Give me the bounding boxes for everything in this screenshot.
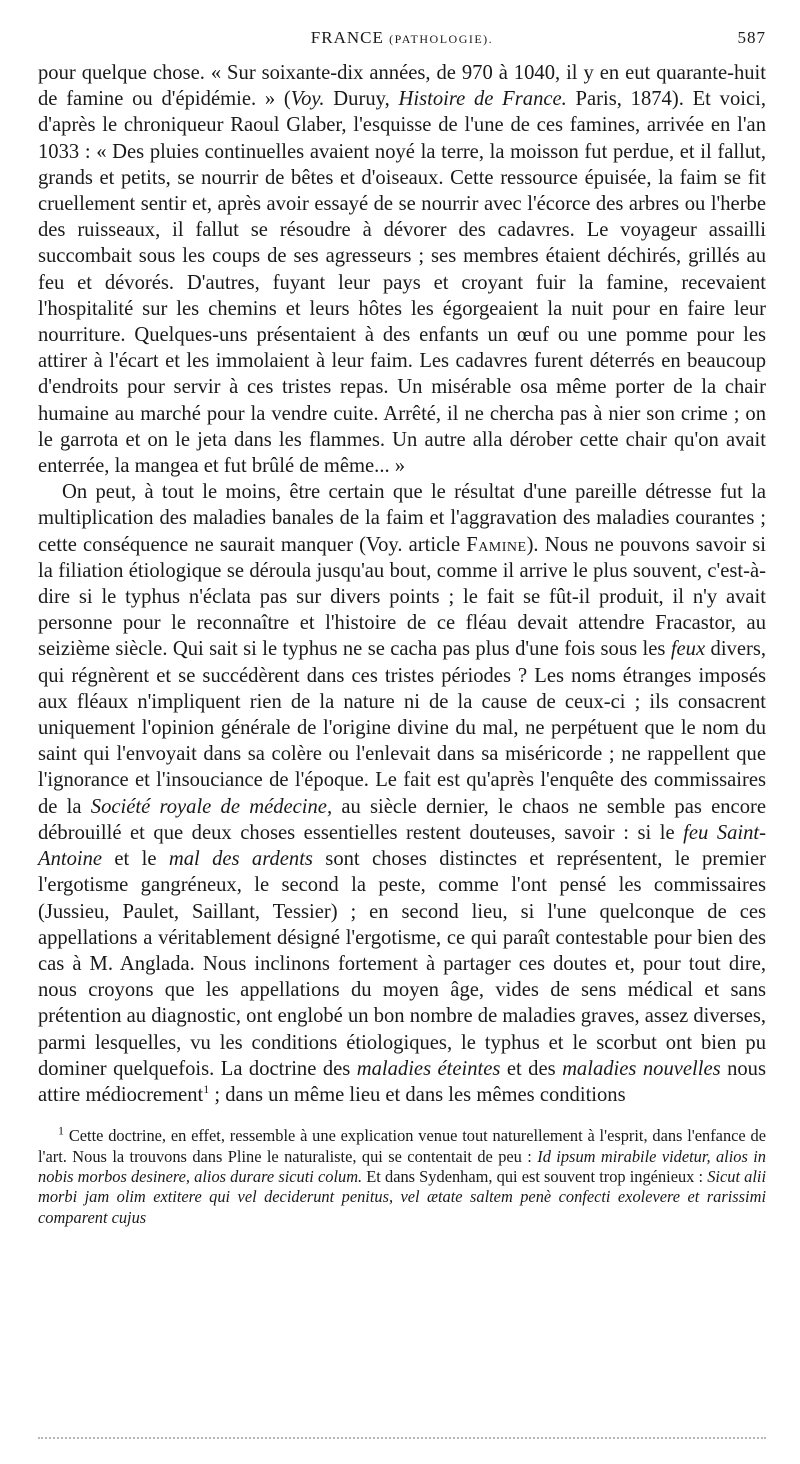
paragraph-1 <box>38 60 766 479</box>
paragraph-1-text-3: Paris, 1874). Et voici, d'après le chroniqueur Raoul Glaber, l'esquisse de l'une de ces famines, arrivée en l'an 1033 : « Des pluies continuelles avaient noyé la terre, la moisson fut perdue, et il fallut, grands et petits, se nourrir de bêtes et d'oiseaux. Cette ressource épuisée, la faim se fit cruellement sentir et, après avoir essayé de se nourrir avec l'écorce des arbres ou l'herbe des ruisseaux, il fallut se résoudre à dévorer des cadavres. Le voyageur assailli succombait sous les coups de ses agresseurs ; ses membres étaient déchirés, grillés au feu et dévorés. D'autres, fuyant leur pays et croyant fuir la famine, recevaient l'hospitalité sur les chemins et leurs hôtes les égorgeaient la nuit pour en faire leur nourriture. Quelques-uns présentaient à des enfants un œuf ou une pomme pour les attirer à l'écart et les immolaient à leur faim. Les cadavres furent déterrés en beaucoup d'endroits pour servir à ces tristes repas. Un misérable osa même porter de la chair humaine au marché pour la vendre cuite. Arrêté, il ne chercha pas à nier son crime ; on le garrota et on le jeta dans les flammes. Un autre alla dérober cette chair qu'on avait enterrée, la mangea et fut brûlé de même... » <box>38 88 766 478</box>
page-bottom-dots <box>38 1437 766 1441</box>
running-title-main: FRANCE <box>310 28 384 47</box>
paragraph-2 <box>38 479 766 1108</box>
footnote-reference[interactable]: 1 <box>203 1082 210 1097</box>
paragraph-2-text-9: ; dans un même lieu et dans les mêmes conditions <box>209 1083 626 1106</box>
running-title-sub: (PATHOLOGIE). <box>389 32 494 46</box>
paragraph-2-maladies-nouvelles: maladies nouvelles <box>562 1057 721 1080</box>
paragraph-2-text-4: au siècle dernier, le chaos ne semble pas encore débrouillé et que deux choses essentielles restent douteuses, savoir : si le <box>38 795 766 844</box>
footnote-latin-pliny: Id ipsum mirabile videtur, alios in nobis morbos desinere, alios durare sicuti colum. <box>38 1146 766 1186</box>
paragraph-1-text-1: pour quelque chose. « Sur soixante-dix années, de 970 à 1040, il y en eut quarante-huit de famine ou d'épidémie. » ( <box>38 62 766 111</box>
paragraph-2-mal-des-ardents: mal des ardents <box>168 848 313 871</box>
paragraph-2-text-5: et le <box>102 848 169 871</box>
paragraph-2-maladies-eteintes: maladies éteintes <box>356 1057 501 1080</box>
running-header <box>38 28 766 56</box>
paragraph-1-voy: Voy. <box>290 88 325 111</box>
footnotes <box>38 1123 766 1228</box>
page-number: 587 <box>737 28 766 47</box>
paragraph-1-book-title: Histoire de France. <box>398 88 567 111</box>
paragraph-2-societe: Société royale de médecine, <box>90 795 333 818</box>
paragraph-1-text-2: Duruy, <box>324 88 399 111</box>
paragraph-2-feu-saint-antoine: feu Saint-Antoine <box>38 821 767 871</box>
paragraph-2-text-6: sont choses distinctes et représentent, le premier l'ergotisme gangréneux, le second la peste, comme l'ont pensé les commissaires (Jussieu, Paulet, Saillant, Tessier) ; en second lieu, si l'une quelconque de ces appellations a véritablement désigné l'ergotisme, ce qui paraît contestable pour bien des cas à M. Anglada. Nous inclinons fortement à partager ces doutes et, pour tout dire, nous croyons que les appellations du moyen âge, vides de sens médical et sans prétention au diagnostic, ont englobé un bon nombre de maladies graves, assez diverses, parmi lesquelles, vu les conditions étiologiques, le typhus et le scorbut ont bien pu dominer quelquefois. La doctrine des <box>38 848 767 1080</box>
paragraph-2-text-1: On peut, à tout le moins, être certain que le résultat d'une pareille détresse fut la multiplication des maladies banales de la faim et l'aggravation des maladies courantes ; cette conséquence ne saurait manquer (Voy. article <box>38 481 766 556</box>
paragraph-2-text-7: et des <box>500 1057 563 1080</box>
paragraph-2-feux: feux <box>670 638 706 661</box>
paragraph-2-text-3: divers, qui régnèrent et se succédèrent dans ces tristes périodes ? Les noms étranges imposés aux fléaux n'impliquent rien de la nature ni de la cause de ceux-ci ; ils consacrent uniquement l'opinion générale de l'origine divine du mal, ne perpétuent que le nom du saint qui l'envoyait dans sa colère ou l'enlevait dans sa miséricorde ; ne rappellent que l'ignorance et l'insouciance de l'époque. Le fait est qu'après l'enquête des commissaires de la <box>38 638 766 818</box>
footnote-text-2: Et dans Sydenham, qui est souvent trop ingénieux : <box>362 1166 708 1186</box>
paragraph-2-text-2: ). Nous ne pouvons savoir si la filiation étiologique se déroula jusqu'au bout, comme il arrive le plus souvent, c'est-à-dire si le typhus n'éclata pas sur divers points ; le fait se fût-il produit, il n'y avait personne pour le reconnaître et l'histoire de ce fléau devait attendre Fracastor, au seizième siècle. Qui sait si le typhus ne se cacha pas plus d'une fois sous les <box>38 533 766 661</box>
paragraph-2-famine-ref: Famine <box>466 533 527 556</box>
page <box>38 28 766 1228</box>
running-title <box>38 28 766 48</box>
body-text <box>38 60 766 1108</box>
footnote-text-1: Cette doctrine, en effet, ressemble à une explication venue tout naturellement à l'esprit, dans l'enfance de l'art. Nous la trouvons dans Pline le naturaliste, qui se contentait de peu : <box>38 1126 766 1166</box>
footnote-latin-sydenham: Sicut alii morbi jam olim extitere qui vel deciderunt penitus, vel ætate saltem penè confecti exolevere et rarissimi comparent cujus <box>38 1166 766 1227</box>
paragraph-2-text-8: nous attire médiocrement <box>38 1057 766 1106</box>
footnote-marker: 1 <box>58 1123 64 1138</box>
footnote-1 <box>38 1123 766 1228</box>
